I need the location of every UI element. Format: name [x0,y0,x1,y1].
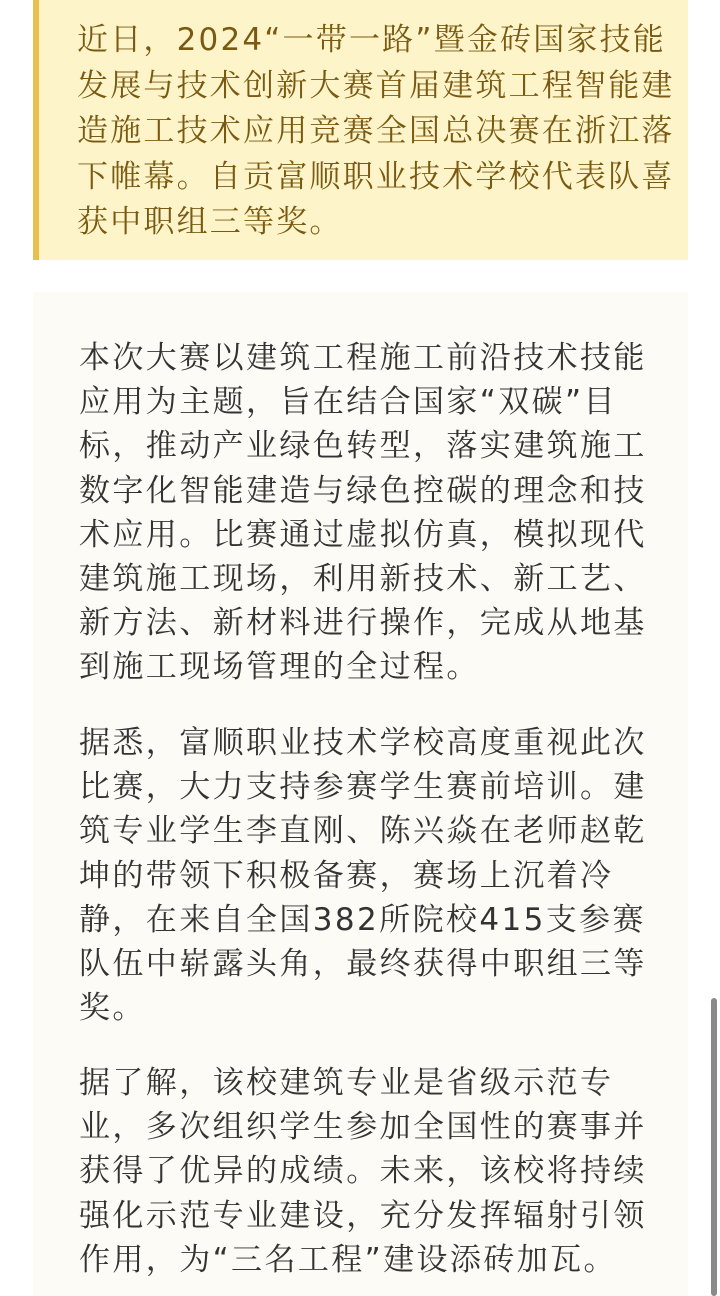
article-paragraph-2: 据悉，富顺职业技术学校高度重视此次比赛，大力支持参赛学生赛前培训。建筑专业学生李直刚、陈兴焱在老师赵乾坤的带领下积极备赛，赛场上沉着冷静，在来自全国382所院校415支参赛队伍中崭露头角，最终获得中职组三等奖。 [79,725,647,1027]
article-body [33,292,688,1296]
scrollbar-thumb[interactable] [711,998,717,1296]
lead-summary-box [33,0,688,260]
lead-summary-text: 近日，2024“一带一路”暨金砖国家技能发展与技术创新大赛首届建筑工程智能建造施工技术应用竞赛全国总决赛在浙江落下帷幕。自贡富顺职业技术学校代表队喜获中职组三等奖。 [77,22,675,240]
article-paragraph-3: 据了解，该校建筑专业是省级示范专业，多次组织学生参加全国性的赛事并获得了优异的成绩。未来，该校将持续强化示范专业建设，充分发挥辐射引领作用，为“三名工程”建设添砖加瓦。 [79,1065,647,1278]
article-paragraph-1: 本次大赛以建筑工程施工前沿技术技能应用为主题，旨在结合国家“双碳”目标，推动产业绿色转型，落实建筑施工数字化智能建造与绿色控碳的理念和技术应用。比赛通过虚拟仿真，模拟现代建筑施工现场，利用新技术、新工艺、新方法、新材料进行操作，完成从地基到施工现场管理的全过程。 [79,340,647,686]
